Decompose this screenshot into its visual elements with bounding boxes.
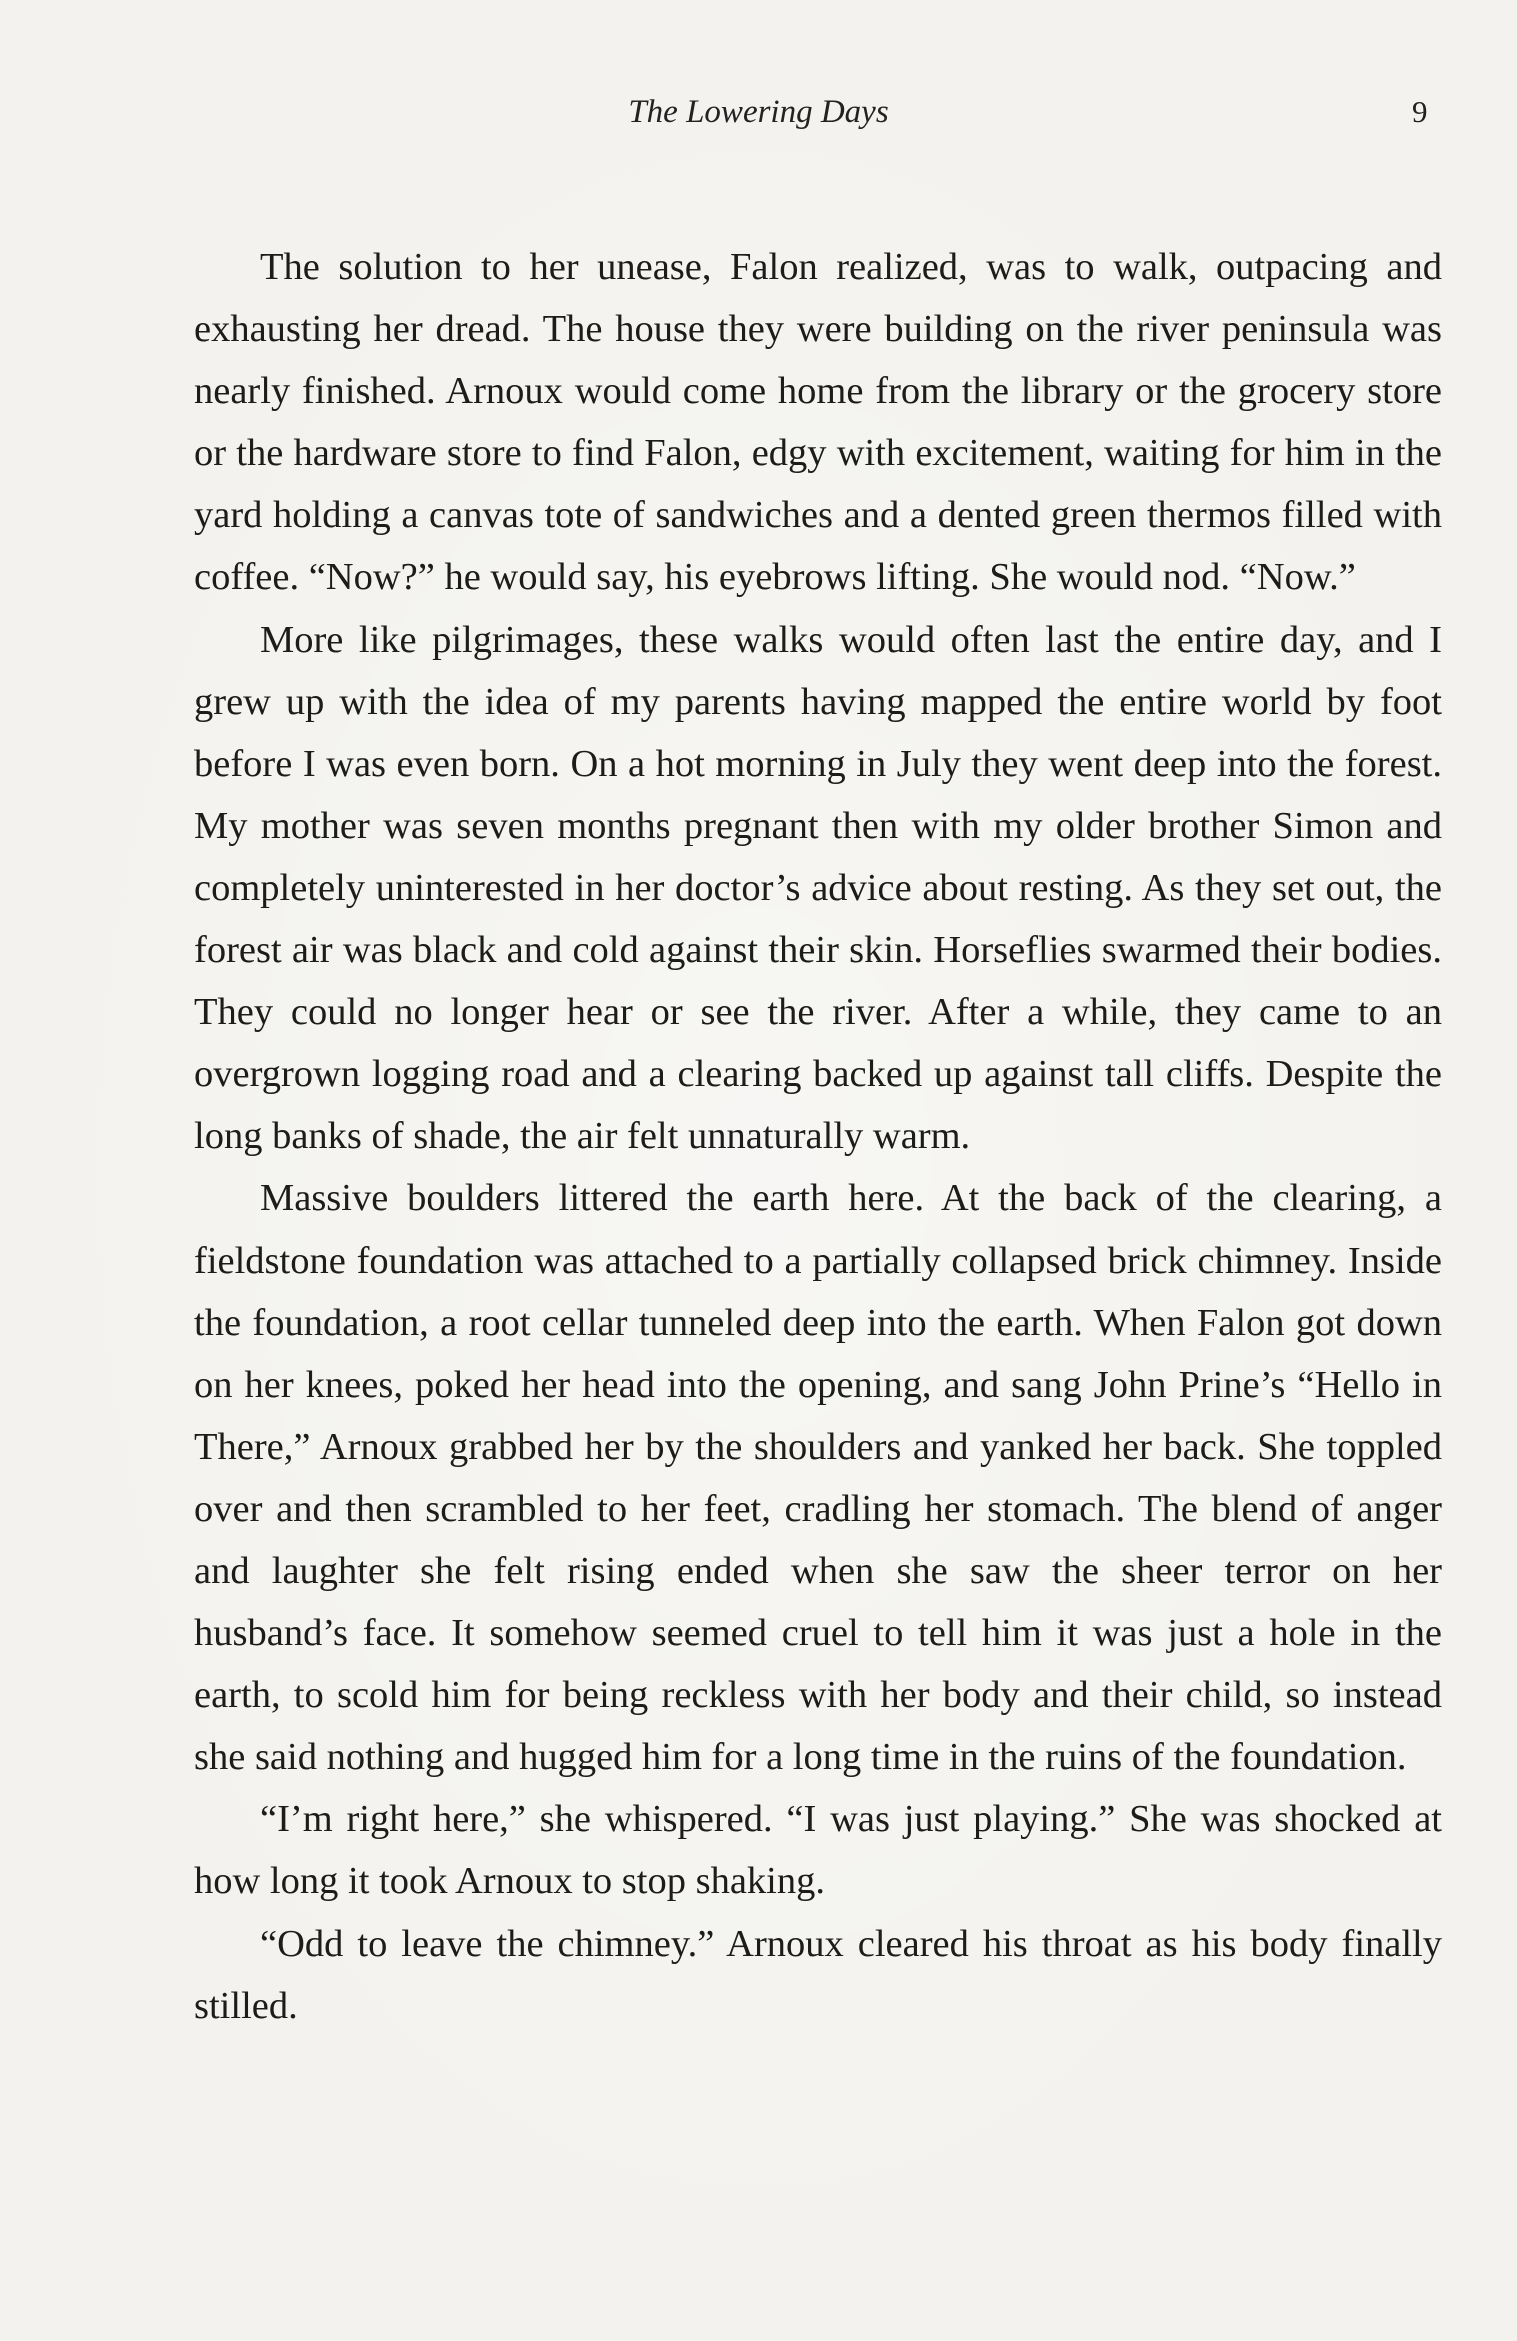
running-header: [0, 84, 1517, 140]
paragraph-5: “Odd to leave the chimney.” Arnoux cleared his throat as his body finally stilled.: [194, 1922, 1442, 2027]
page-number: 9: [1412, 94, 1428, 129]
paragraph-1: The solution to her unease, Falon realized, was to walk, outpacing and exhausting her dread. The house they were building on the river peninsula was nearly finished. Arnoux would come home from the library or the grocery store or the hardware store to find Falon, edgy with excitement, waiting for him in the yard holding a canvas tote of sandwiches and a dented green thermos filled with coffee. “Now?” he would say, his eyebrows lifting. She would nod. “Now.”: [194, 246, 1442, 599]
paragraph-3: Massive boulders littered the earth here. At the back of the clearing, a fieldstone foundation was attached to a partially collapsed brick chimney. Inside the foundation, a root cellar tunneled deep into the earth. When Falon got down on her knees, poked her head into the opening, and sang John Prine’s “Hello in There,” Arnoux grabbed her by the shoulders and yanked her back. She toppled over and then scrambled to her feet, cradling her stomach. The blend of anger and laughter she felt rising ended when she saw the sheer terror on her husband’s face. It somehow seemed cruel to tell him it was just a hole in the earth, to scold him for being reckless with her body and their child, so instead she said nothing and hugged him for a long time in the ruins of the foundation.: [194, 1177, 1442, 1779]
paragraph-2: More like pilgrimages, these walks would often last the entire day, and I grew up with the idea of my parents having mapped the entire world by foot before I was even born. On a hot morning in July they went deep into the forest. My mother was seven months pregnant then with my older brother Simon and completely uninterested in her doctor’s advice about resting. As they set out, the forest air was black and cold against their skin. Horseflies swarmed their bodies. They could no longer hear or see the river. After a while, they came to an overgrown logging road and a clearing backed up against tall cliffs. Despite the long banks of shade, the air felt unnaturally warm.: [194, 618, 1442, 1158]
running-title: The Lowering Days: [628, 94, 889, 130]
paragraph-4: “I’m right here,” she whispered. “I was just playing.” She was shocked at how long it took Arnoux to stop shaking.: [194, 1798, 1442, 1903]
body-text: [194, 236, 1442, 2037]
